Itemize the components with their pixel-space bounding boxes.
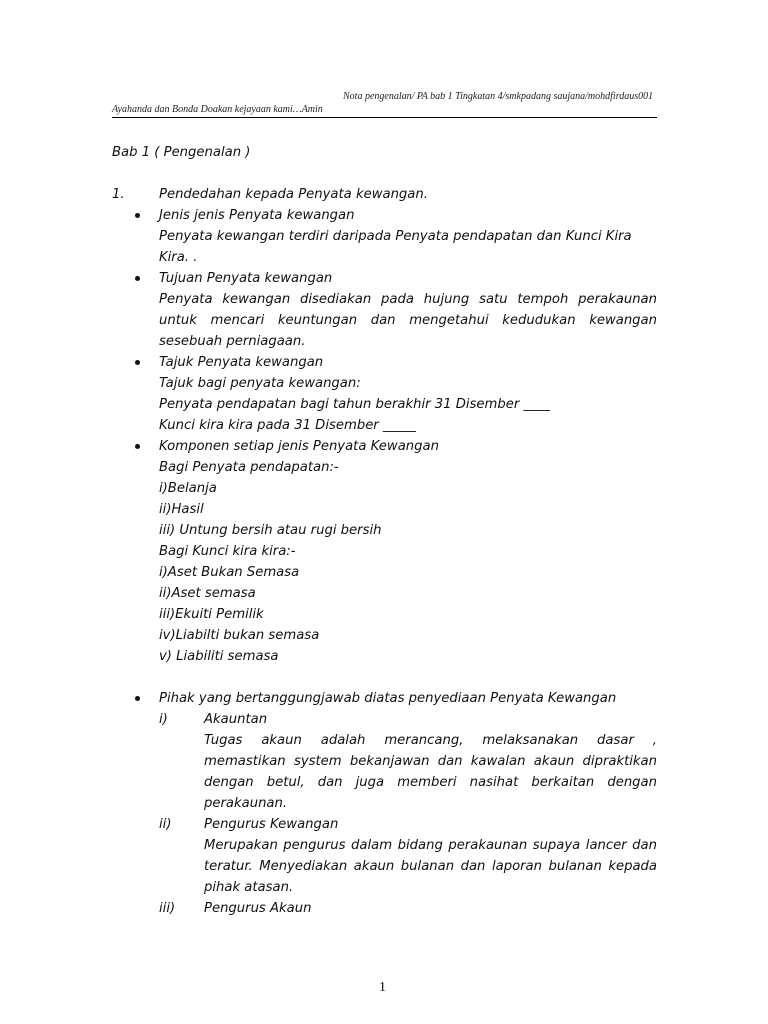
role-heading-pengurus-kewangan: Pengurus Kewangan bbox=[204, 817, 339, 832]
header-rule bbox=[112, 117, 657, 118]
list-line: ii)Hasil bbox=[159, 502, 204, 517]
paragraph-line: Penyata pendapatan bagi tahun berakhir 31 Disember ____ bbox=[159, 397, 550, 412]
paragraph-line: untuk mencari keuntungan dan mengetahui kedudukan kewangan bbox=[159, 313, 657, 328]
list-line: i)Aset Bukan Semasa bbox=[159, 565, 300, 580]
section-title: Pendedahan kepada Penyata kewangan. bbox=[159, 187, 428, 202]
paragraph-line: perakaunan. bbox=[204, 796, 288, 811]
list-line: v) Liabiliti semasa bbox=[159, 649, 279, 664]
bullet-icon bbox=[135, 444, 140, 449]
list-line: Bagi Penyata pendapatan:- bbox=[159, 460, 339, 475]
paragraph-line: Kira. . bbox=[159, 250, 198, 265]
paragraph-line: memastikan system bekanjawan dan kawalan akaun dipraktikan bbox=[204, 754, 657, 769]
roman-numeral: iii) bbox=[159, 901, 176, 916]
roman-numeral: ii) bbox=[159, 817, 172, 832]
list-line: iii)Ekuiti Pemilik bbox=[159, 607, 264, 622]
bullet-heading-jenis: Jenis jenis Penyata kewangan bbox=[159, 208, 355, 223]
paragraph-line: pihak atasan. bbox=[204, 880, 294, 895]
chapter-title: Bab 1 ( Pengenalan ) bbox=[112, 145, 251, 160]
bullet-heading-pihak: Pihak yang bertanggungjawab diatas penyediaan Penyata Kewangan bbox=[159, 691, 617, 706]
list-line: iv)Liabilti bukan semasa bbox=[159, 628, 320, 643]
roman-numeral: i) bbox=[159, 712, 168, 727]
bullet-icon bbox=[135, 360, 140, 365]
list-line: iii) Untung bersih atau rugi bersih bbox=[159, 523, 382, 538]
bullet-heading-komponen: Komponen setiap jenis Penyata Kewangan bbox=[159, 439, 439, 454]
header-right-note: Nota pengenalan/ PA bab 1 Tingkatan 4/smkpadang saujana/mohdfirdaus001 bbox=[343, 91, 654, 102]
paragraph-line: Tugas akaun adalah merancang, melaksanakan dasar , bbox=[204, 733, 657, 748]
page-number: 1 bbox=[379, 980, 386, 995]
paragraph-line: Kunci kira kira pada 31 Disember _____ bbox=[159, 418, 416, 433]
list-line: ii)Aset semasa bbox=[159, 586, 256, 601]
paragraph-line: teratur. Menyediakan akaun bulanan dan laporan bulanan kepada bbox=[204, 859, 657, 874]
section-number: 1. bbox=[112, 187, 125, 202]
bullet-icon bbox=[135, 213, 140, 218]
header-left-note: Ayahanda dan Bonda Doakan kejayaan kami…Amin bbox=[112, 104, 323, 115]
paragraph-line: Penyata kewangan terdiri daripada Penyata pendapatan dan Kunci Kira bbox=[159, 229, 632, 244]
list-line: Bagi Kunci kira kira:- bbox=[159, 544, 296, 559]
paragraph-line: dengan betul, dan juga memberi nasihat berkaitan dengan bbox=[204, 775, 657, 790]
role-heading-pengurus-akaun: Pengurus Akaun bbox=[204, 901, 312, 916]
list-line: i)Belanja bbox=[159, 481, 217, 496]
paragraph-line: Penyata kewangan disediakan pada hujung satu tempoh perakaunan bbox=[159, 292, 657, 307]
role-heading-akauntan: Akauntan bbox=[204, 712, 268, 727]
bullet-icon bbox=[135, 276, 140, 281]
paragraph-line: sesebuah perniagaan. bbox=[159, 334, 306, 349]
paragraph-line: Merupakan pengurus dalam bidang perakaunan supaya lancer dan bbox=[204, 838, 657, 853]
paragraph-line: Tajuk bagi penyata kewangan: bbox=[159, 376, 361, 391]
bullet-heading-tajuk: Tajuk Penyata kewangan bbox=[159, 355, 324, 370]
bullet-heading-tujuan: Tujuan Penyata kewangan bbox=[159, 271, 333, 286]
bullet-icon bbox=[135, 696, 140, 701]
